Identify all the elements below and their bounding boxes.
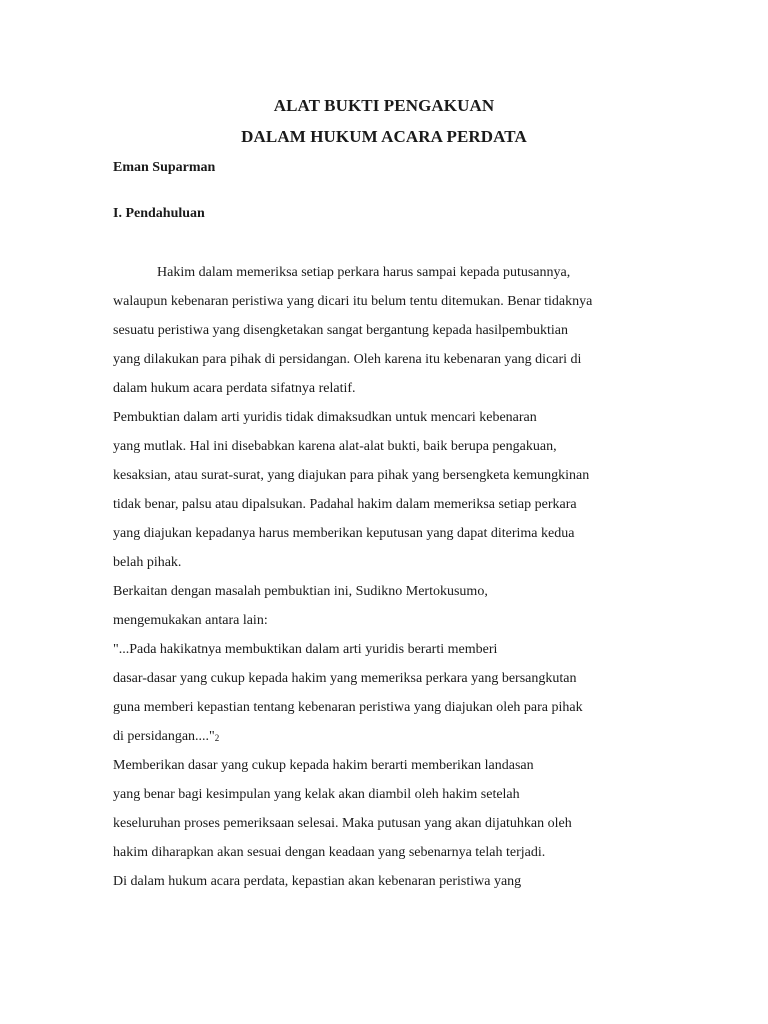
document-title-line-1: ALAT BUKTI PENGAKUAN — [273, 96, 495, 115]
footnote-marker: 2 — [214, 733, 220, 743]
text-line: belah pihak. — [113, 555, 182, 570]
text-line: di $persidangan...."_2$ — [113, 729, 220, 744]
text-line: tidak benar, palsu atau dipalsukan. Padahal hakim dalam memeriksa setiap perkara — [113, 497, 577, 512]
text-line: keseluruhan proses pemeriksaan selesai. Maka putusan yang akan dijatuhkan oleh — [113, 816, 572, 831]
author-name: Eman Suparman — [113, 160, 216, 175]
text-line: yang dilakukan para pihak di persidangan. Oleh karena itu kebenaran yang dicari di — [113, 352, 582, 367]
document-title-line-2: DALAM HUKUM ACARA PERDATA — [241, 127, 527, 146]
section-heading: I. Pendahuluan — [113, 206, 205, 221]
text-line: yang diajukan kepadanya harus memberikan keputusan yang dapat diterima kedua — [113, 526, 575, 541]
text-line: Di dalam hukum acara perdata, kepastian akan kebenaran peristiwa yang — [113, 874, 522, 889]
text-line: yang mutlak. Hal ini disebabkan karena alat-alat bukti, baik berupa pengakuan, — [113, 439, 557, 454]
text-line: Memberikan dasar yang cukup kepada hakim berarti memberikan landasan — [113, 758, 534, 773]
text-line: yang benar bagi kesimpulan yang kelak akan diambil oleh hakim setelah — [113, 787, 520, 802]
text-line: hakim diharapkan akan sesuai dengan keadaan yang sebenarnya telah terjadi. — [113, 845, 546, 860]
text-line: Berkaitan dengan masalah pembuktian ini, Sudikno Mertokusumo, — [113, 584, 488, 599]
text-line: "...Pada hakikatnya membuktikan dalam arti yuridis berarti memberi — [113, 642, 498, 657]
text-line: dalam hukum acara perdata sifatnya relatif. — [113, 381, 356, 396]
text-line: kesaksian, atau surat-surat, yang diajukan para pihak yang bersengketa kemungkinan — [113, 468, 590, 483]
text-line: walaupun kebenaran peristiwa yang dicari itu belum tentu ditemukan. Benar tidaknya — [113, 294, 593, 309]
text-line: dasar-dasar yang cukup kepada hakim yang memeriksa perkara yang bersangkutan — [113, 671, 577, 686]
text-line: sesuatu peristiwa yang disengketakan sangat bergantung kepada hasilpembuktian — [113, 323, 568, 338]
text-line: mengemukakan antara lain: — [113, 613, 268, 628]
text-line: Pembuktian dalam arti yuridis tidak dimaksudkan untuk mencari kebenaran — [113, 410, 537, 425]
text-line: guna memberi kepastian tentang kebenaran peristiwa yang diajukan oleh para pihak — [113, 700, 583, 715]
text-line: Hakim dalam memeriksa setiap perkara harus sampai kepada putusannya, — [157, 265, 571, 280]
body-text — [113, 264, 653, 902]
